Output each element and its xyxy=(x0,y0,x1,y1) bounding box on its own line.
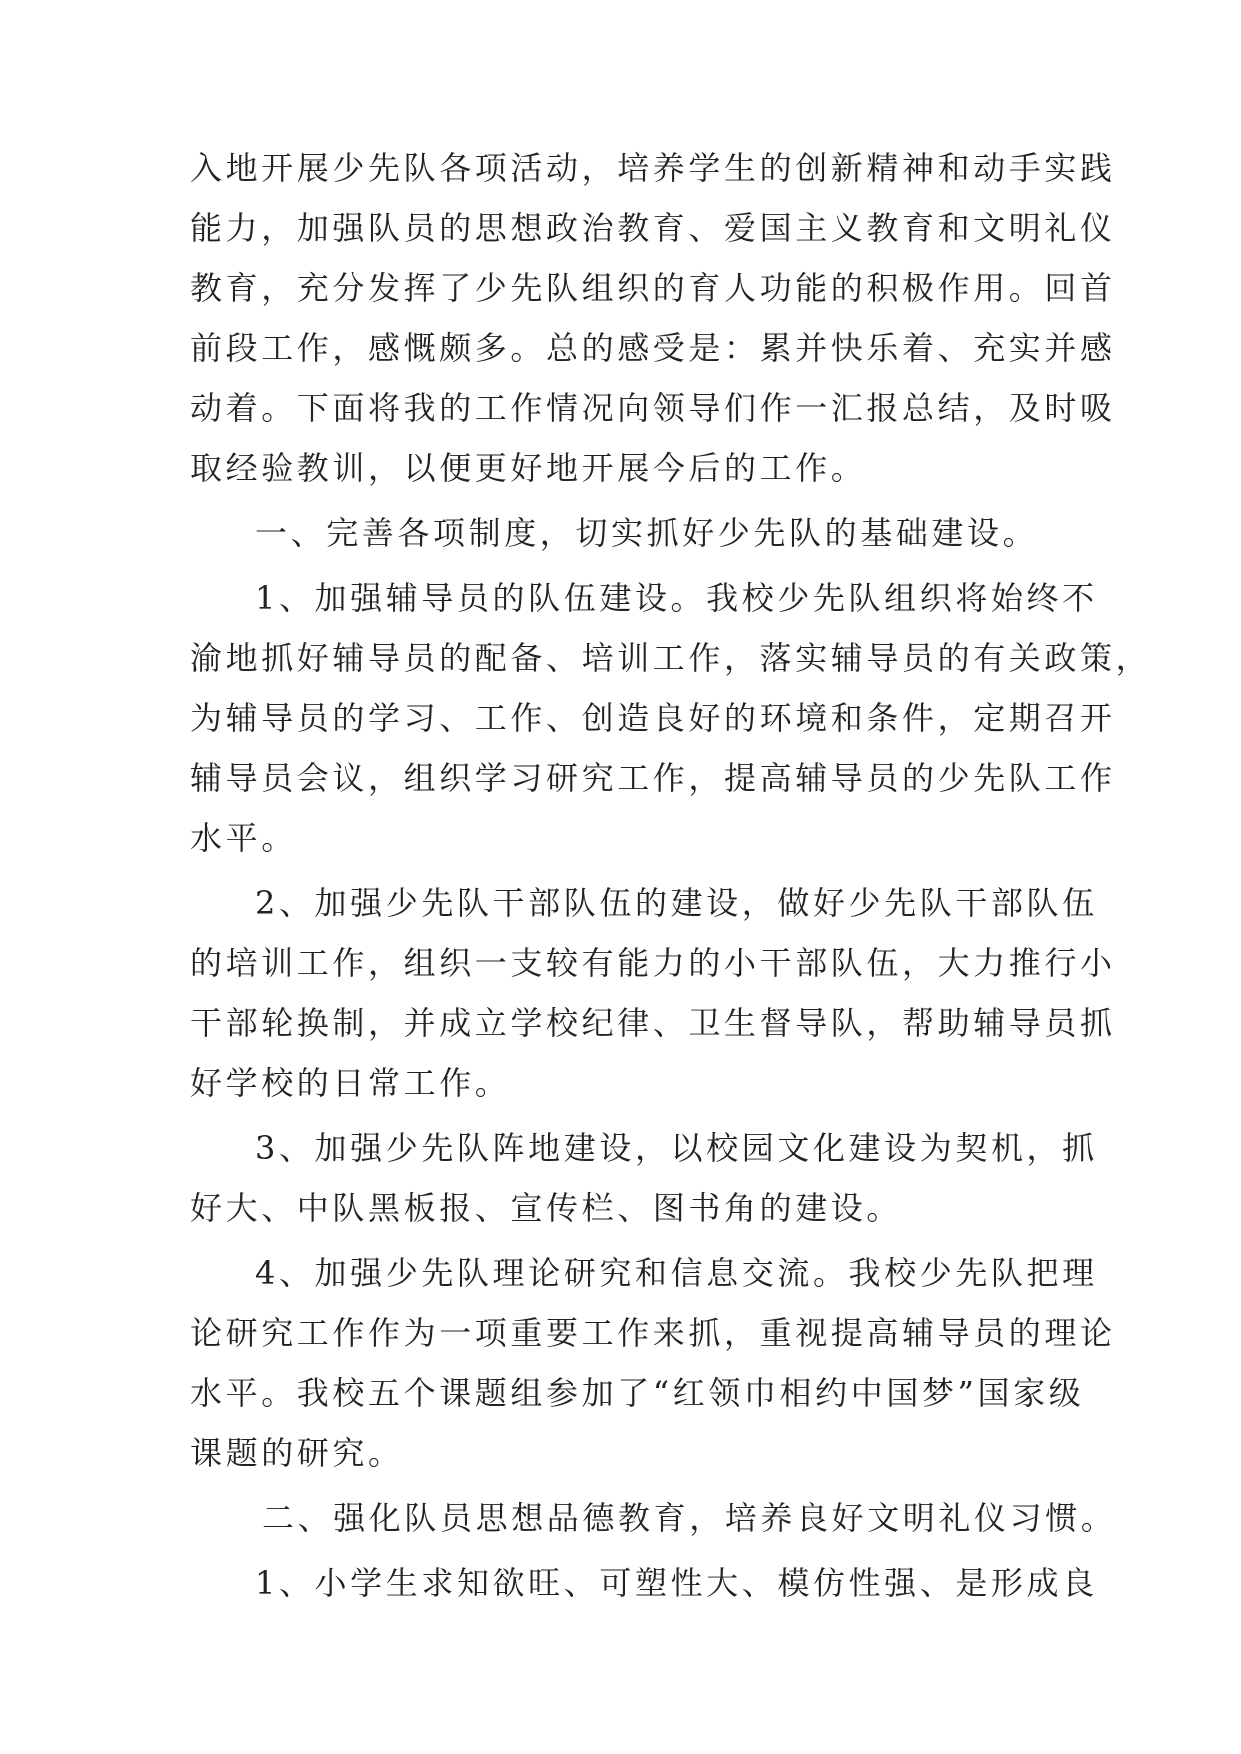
text-line: 3、加强少先队阵地建设，以校园文化建设为契机，抓 xyxy=(255,1129,1098,1167)
text-line: 渝地抓好辅导员的配备、培训工作，落实辅导员的有关政策， xyxy=(190,639,1152,677)
text-line: 能力，加强队员的思想政治教育、爱国主义教育和文明礼仪 xyxy=(190,209,1116,247)
section-heading-2: 二、强化队员思想品德教育，培养良好文明礼仪习惯。 xyxy=(262,1499,1117,1537)
text-line: 好大、中队黑板报、宣传栏、图书角的建设。 xyxy=(190,1189,903,1227)
text-line: 4、加强少先队理论研究和信息交流。我校少先队把理 xyxy=(255,1254,1098,1292)
text-line: 论研究工作作为一项重要工作来抓，重视提高辅导员的理论 xyxy=(190,1314,1116,1352)
text-line: 水平。 xyxy=(190,819,297,857)
text-line: 取经验教训，以便更好地开展今后的工作。 xyxy=(190,449,867,487)
section-heading-1: 一、完善各项制度，切实抓好少先队的基础建设。 xyxy=(255,514,1039,552)
text-line: 2、加强少先队干部队伍的建设，做好少先队干部队伍 xyxy=(255,884,1098,922)
text-line: 辅导员会议，组织学习研究工作，提高辅导员的少先队工作 xyxy=(190,759,1116,797)
text-line: 的培训工作，组织一支较有能力的小干部队伍，大力推行小 xyxy=(190,944,1116,982)
text-line: 动着。下面将我的工作情况向领导们作一汇报总结，及时吸 xyxy=(190,389,1116,427)
text-line: 1、加强辅导员的队伍建设。我校少先队组织将始终不 xyxy=(255,579,1098,617)
text-line: 为辅导员的学习、工作、创造良好的环境和条件，定期召开 xyxy=(190,699,1116,737)
text-line: 干部轮换制，并成立学校纪律、卫生督导队，帮助辅导员抓 xyxy=(190,1004,1116,1042)
text-line: 1、小学生求知欲旺、可塑性大、模仿性强、是形成良 xyxy=(255,1564,1098,1602)
text-line: 课题的研究。 xyxy=(190,1434,404,1472)
text-line: 教育，充分发挥了少先队组织的育人功能的积极作用。回首 xyxy=(190,269,1116,307)
text-line: 前段工作，感慨颇多。总的感受是：累并快乐着、充实并感 xyxy=(190,329,1116,367)
text-line: 水平。我校五个课题组参加了“红领巾相约中国梦”国家级 xyxy=(190,1374,1085,1412)
text-line: 好学校的日常工作。 xyxy=(190,1064,511,1102)
text-line: 入地开展少先队各项活动，培养学生的创新精神和动手实践 xyxy=(190,149,1116,187)
